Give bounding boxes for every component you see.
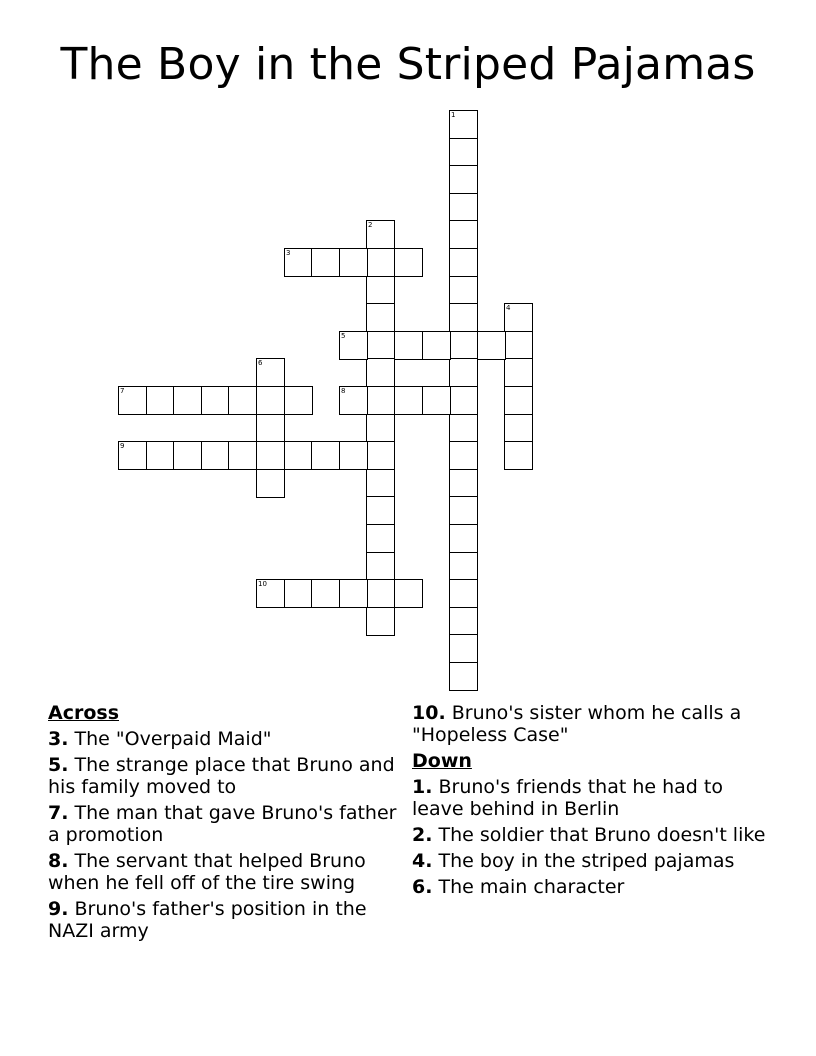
across-clue-10 xyxy=(412,702,772,746)
grid-cell[interactable] xyxy=(449,607,478,636)
cell-number: 7 xyxy=(120,387,125,395)
grid-cell[interactable] xyxy=(366,524,395,553)
grid-cell[interactable] xyxy=(394,248,423,277)
grid-cell[interactable] xyxy=(504,331,533,360)
down-clue-6 xyxy=(412,876,772,898)
grid-cell[interactable] xyxy=(394,386,423,415)
cell-number: 1 xyxy=(451,111,456,119)
grid-cell[interactable] xyxy=(339,386,368,415)
cell-number: 4 xyxy=(506,304,511,312)
grid-cell[interactable] xyxy=(366,496,395,525)
clue-number: 9. xyxy=(48,898,69,920)
grid-cell[interactable] xyxy=(366,607,395,636)
grid-cell[interactable] xyxy=(449,496,478,525)
grid-cell[interactable] xyxy=(449,414,478,443)
grid-cell[interactable] xyxy=(284,579,313,608)
grid-cell[interactable] xyxy=(449,276,478,305)
grid-cell[interactable] xyxy=(449,662,478,691)
grid-cell[interactable] xyxy=(504,441,533,470)
grid-cell[interactable] xyxy=(366,248,395,277)
clue-text: The main character xyxy=(438,876,625,898)
clue-number: 2. xyxy=(412,824,433,846)
across-clue-9 xyxy=(48,898,398,942)
grid-cell[interactable] xyxy=(256,579,285,608)
grid-cell[interactable] xyxy=(146,386,175,415)
grid-cell[interactable] xyxy=(284,441,313,470)
grid-cell[interactable] xyxy=(228,386,257,415)
down-clue-2 xyxy=(412,824,772,846)
grid-cell[interactable] xyxy=(366,386,395,415)
grid-cell[interactable] xyxy=(449,552,478,581)
grid-cell[interactable] xyxy=(366,303,395,332)
puzzle-title: The Boy in the Striped Pajamas xyxy=(60,39,756,90)
grid-cell[interactable] xyxy=(339,331,368,360)
grid-cell[interactable] xyxy=(449,303,478,332)
grid-cell[interactable] xyxy=(449,634,478,663)
cell-number: 3 xyxy=(286,249,291,257)
clue-text: The strange place that Bruno and his family moved to xyxy=(48,754,395,798)
clue-number: 6. xyxy=(412,876,433,898)
clue-text: The servant that helped Bruno when he fell off of the tire swing xyxy=(48,850,366,894)
grid-cell[interactable] xyxy=(449,524,478,553)
grid-cell[interactable] xyxy=(504,303,533,332)
grid-cell[interactable] xyxy=(366,469,395,498)
grid-cell[interactable] xyxy=(284,248,313,277)
clue-text: The "Overpaid Maid" xyxy=(74,728,272,750)
grid-cell[interactable] xyxy=(311,441,340,470)
grid-cell[interactable] xyxy=(394,579,423,608)
grid-cell[interactable] xyxy=(504,414,533,443)
clues-right-column xyxy=(412,702,772,902)
across-clue-8 xyxy=(48,850,398,894)
grid-cell[interactable] xyxy=(449,469,478,498)
down-clue-4 xyxy=(412,850,772,872)
grid-cell[interactable] xyxy=(256,469,285,498)
clue-text: Bruno's friends that he had to leave behind in Berlin xyxy=(412,776,723,820)
grid-cell[interactable] xyxy=(422,331,451,360)
down-heading: Down xyxy=(412,750,472,772)
clue-text: The boy in the striped pajamas xyxy=(438,850,735,872)
grid-cell[interactable] xyxy=(449,110,478,139)
grid-cell[interactable] xyxy=(173,441,202,470)
grid-cell[interactable] xyxy=(366,414,395,443)
grid-cell[interactable] xyxy=(366,552,395,581)
grid-cell[interactable] xyxy=(118,441,147,470)
clue-text: The soldier that Bruno doesn't like xyxy=(438,824,766,846)
clue-number: 3. xyxy=(48,728,69,750)
grid-cell[interactable] xyxy=(118,386,147,415)
clue-number: 4. xyxy=(412,850,433,872)
clue-text: Bruno's father's position in the NAZI army xyxy=(48,898,367,942)
grid-cell[interactable] xyxy=(311,579,340,608)
grid-cell[interactable] xyxy=(228,441,257,470)
grid-cell[interactable] xyxy=(256,441,285,470)
grid-cell[interactable] xyxy=(256,386,285,415)
grid-cell[interactable] xyxy=(146,441,175,470)
clue-number: 7. xyxy=(48,802,69,824)
clue-number: 5. xyxy=(48,754,69,776)
cell-number: 8 xyxy=(341,387,346,395)
across-clue-3 xyxy=(48,728,398,750)
grid-cell[interactable] xyxy=(394,331,423,360)
grid-cell[interactable] xyxy=(449,220,478,249)
grid-cell[interactable] xyxy=(449,441,478,470)
grid-cell[interactable] xyxy=(201,386,230,415)
grid-cell[interactable] xyxy=(366,276,395,305)
grid-cell[interactable] xyxy=(422,386,451,415)
clue-number: 1. xyxy=(412,776,433,798)
grid-cell[interactable] xyxy=(201,441,230,470)
grid-cell[interactable] xyxy=(173,386,202,415)
grid-cell[interactable] xyxy=(366,358,395,387)
down-clue-1 xyxy=(412,776,772,820)
grid-cell[interactable] xyxy=(366,579,395,608)
cell-number: 2 xyxy=(368,221,373,229)
grid-cell[interactable] xyxy=(504,386,533,415)
grid-cell[interactable] xyxy=(449,138,478,167)
clue-text: The man that gave Bruno's father a promotion xyxy=(48,802,397,846)
grid-cell[interactable] xyxy=(339,579,368,608)
grid-cell[interactable] xyxy=(449,165,478,194)
grid-cell[interactable] xyxy=(449,331,478,360)
grid-cell[interactable] xyxy=(366,331,395,360)
grid-cell[interactable] xyxy=(284,386,313,415)
clues-left-column xyxy=(48,702,398,946)
grid-cell[interactable] xyxy=(449,579,478,608)
cell-number: 9 xyxy=(120,442,125,450)
across-clue-5 xyxy=(48,754,398,798)
grid-cell[interactable] xyxy=(449,386,478,415)
grid-cell[interactable] xyxy=(504,358,533,387)
grid-cell[interactable] xyxy=(477,331,506,360)
grid-cell[interactable] xyxy=(339,248,368,277)
cell-number: 10 xyxy=(258,580,267,588)
grid-cell[interactable] xyxy=(339,441,368,470)
clue-number: 8. xyxy=(48,850,69,872)
grid-cell[interactable] xyxy=(449,193,478,222)
clue-text: Bruno's sister whom he calls a "Hopeless Case" xyxy=(412,702,742,746)
cell-number: 5 xyxy=(341,332,346,340)
grid-cell[interactable] xyxy=(366,220,395,249)
grid-cell[interactable] xyxy=(311,248,340,277)
clue-number: 10. xyxy=(412,702,446,724)
grid-cell[interactable] xyxy=(256,414,285,443)
grid-cell[interactable] xyxy=(256,358,285,387)
across-clue-7 xyxy=(48,802,398,846)
grid-cell[interactable] xyxy=(449,248,478,277)
cell-number: 6 xyxy=(258,359,263,367)
grid-cell[interactable] xyxy=(366,441,395,470)
across-heading: Across xyxy=(48,702,120,724)
grid-cell[interactable] xyxy=(449,358,478,387)
